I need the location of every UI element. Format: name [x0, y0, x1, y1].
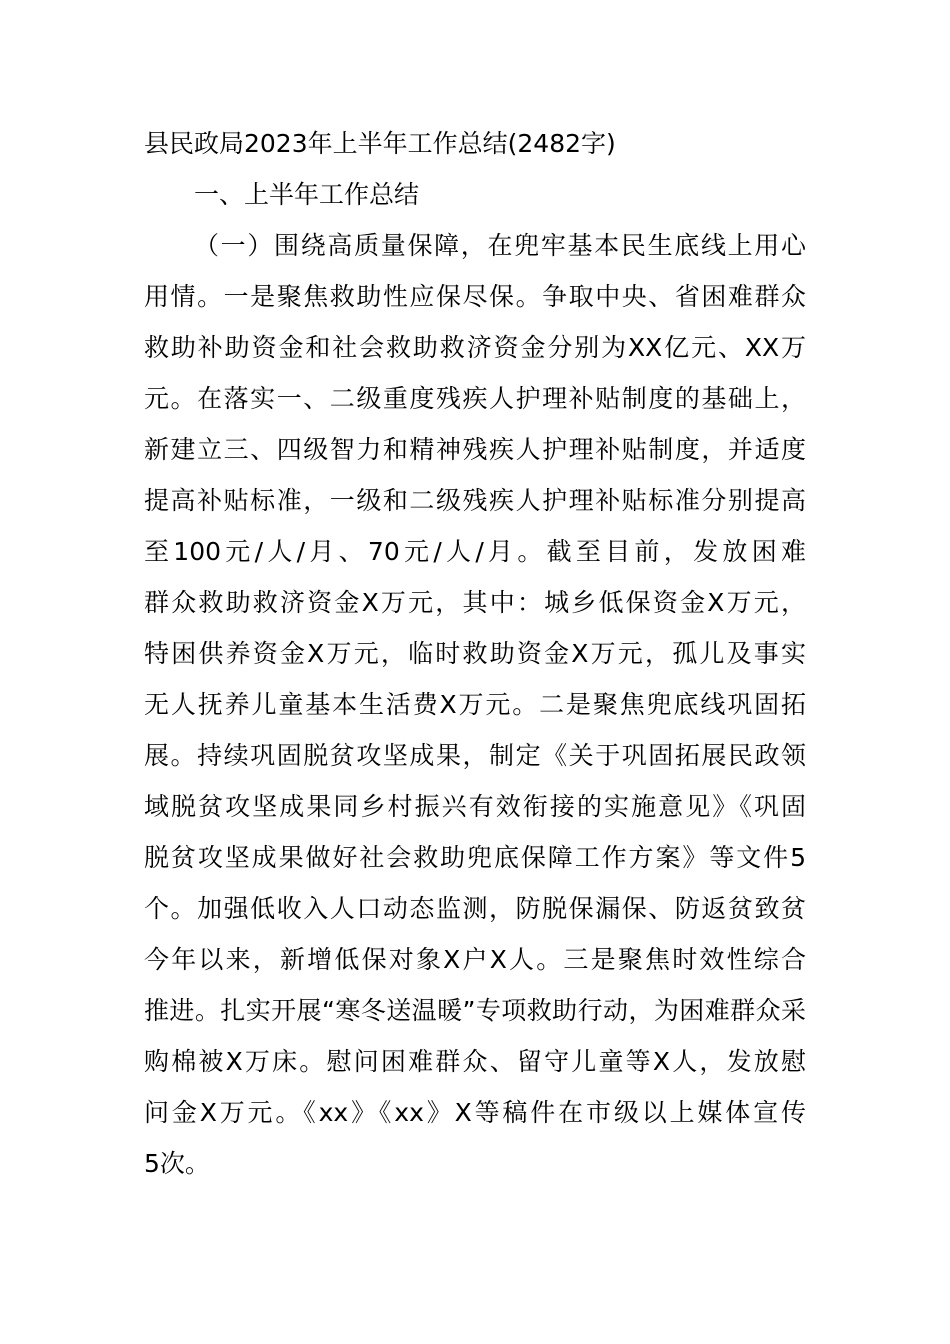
section-heading: 一、上半年工作总结 [194, 180, 420, 209]
paragraph-line: 今年以来，新增低保对象X户X人。三是聚焦时效性综合 [144, 945, 806, 974]
paragraph-line: 问金X万元。《xx》《xx》X等稿件在市级以上媒体宣传 [144, 1098, 806, 1127]
paragraph-line: 域脱贫攻坚成果同乡村振兴有效衔接的实施意见》《巩固 [144, 792, 806, 821]
paragraph-line: 购棉被X万床。慰问困难群众、留守儿童等X人，发放慰 [144, 1047, 806, 1076]
paragraph-line: 群众救助救济资金X万元，其中：城乡低保资金X万元， [144, 588, 806, 617]
paragraph-line: 用情。一是聚焦救助性应保尽保。争取中央、省困难群众 [144, 282, 806, 311]
paragraph-line: 5次。 [144, 1149, 210, 1178]
document-title: 县民政局2023年上半年工作总结(2482字) [144, 129, 616, 158]
paragraph-line: 特困供养资金X万元，临时救助资金X万元，孤儿及事实 [144, 639, 806, 668]
paragraph-line: 至100元/人/月、70元/人/月。截至目前，发放困难 [144, 537, 806, 566]
paragraph-line: 元。在落实一、二级重度残疾人护理补贴制度的基础上， [144, 384, 806, 413]
paragraph-line: 新建立三、四级智力和精神残疾人护理补贴制度，并适度 [144, 435, 806, 464]
paragraph-line: 展。持续巩固脱贫攻坚成果，制定《关于巩固拓展民政领 [144, 741, 806, 770]
paragraph-line: 推进。扎实开展“寒冬送温暖”专项救助行动，为困难群众采 [144, 996, 806, 1025]
paragraph-line: 无人抚养儿童基本生活费X万元。二是聚焦兜底线巩固拓 [144, 690, 806, 719]
paragraph-line: 脱贫攻坚成果做好社会救助兜底保障工作方案》等文件5 [144, 843, 806, 872]
paragraph-line: 个。加强低收入人口动态监测，防脱保漏保、防返贫致贫 [144, 894, 806, 923]
paragraph-line: 提高补贴标准，一级和二级残疾人护理补贴标准分别提高 [144, 486, 806, 515]
paragraph-line: （一）围绕高质量保障，在兜牢基本民生底线上用心 [194, 231, 806, 260]
paragraph-line: 救助补助资金和社会救助救济资金分别为XX亿元、XX万 [144, 333, 806, 362]
